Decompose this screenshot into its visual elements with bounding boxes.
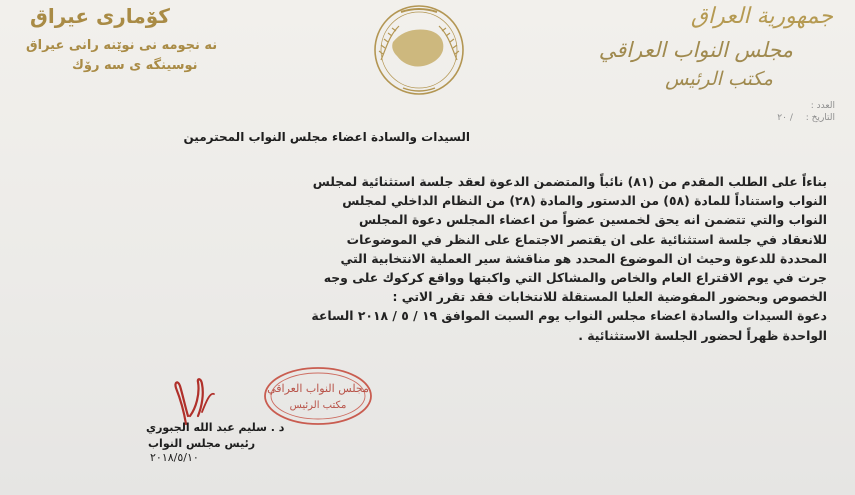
body-line: بناءاً على الطلب المقدم من (٨١) نائباً والمتضمن الدعوة لعقد جلسة استثنائية لمجلس: [312, 174, 827, 189]
header-arabic-office: مكتب الرئيس: [665, 68, 773, 90]
letter-date-value: / ٢٠: [777, 113, 793, 123]
parliament-emblem-icon: [353, 2, 485, 98]
stamp-line-1: مجلس النواب العراقي: [267, 382, 369, 395]
body-line: النواب والتي تتضمن انه يحق لخمسين عضواً من اعضاء المجلس دعوة المجلس: [358, 212, 827, 228]
body-line: دعوة السيدات والسادة اعضاء مجلس النواب يوم السبت الموافق ١٩ / ٥ / ٢٠١٨ الساعة: [311, 308, 827, 324]
header-kurdish-country: كۆمارى عيراق: [30, 4, 170, 28]
header-kurdish-council: نه نجومه نى نوێنه رانى عيراق: [26, 38, 218, 53]
letter-date-label: التاريخ :: [805, 113, 835, 123]
letter-body: [28, 172, 827, 345]
body-line: المحددة للدعوة وحيث ان الموضوع المحدد هو مناقشة سير العملية الانتخابية التي: [340, 250, 827, 266]
body-line: النواب واستناداً للمادة (٥٨) من الدستور والمادة (٢٨) من النظام الداخلي لمجلس: [342, 193, 827, 209]
body-line: الخصوص وبحضور المفوضية العليا المستقلة للانتخابات فقد تقرر الاتي :: [392, 289, 827, 305]
signatory-title: رئيس مجلس النواب: [148, 437, 256, 450]
office-stamp: [262, 365, 374, 427]
body-line: جرت في يوم الاقتراع العام والخاص والمشاكل التي واكبتها وواقع كركوك على وجه: [323, 270, 827, 286]
signatory-date: ٢٠١٨/٥/١٠: [150, 451, 199, 464]
letter-number-label: العدد :: [810, 101, 835, 111]
body-line: الواحدة ظهراً لحضور الجلسة الاستثنائية .: [578, 327, 827, 343]
stamp-line-2: مكتب الرئيس: [289, 400, 347, 411]
header-arabic-country: جمهورية العراق: [690, 4, 833, 29]
letter-date-field: [777, 113, 835, 123]
header-arabic-council: مجلس النواب العراقي: [598, 38, 793, 62]
signatory-name: د . سليم عبد الله الجبوري: [146, 421, 285, 434]
header-kurdish-office: نوسينگه ى سه رۆك: [72, 58, 198, 73]
salutation: السيدات والسادة اعضاء مجلس النواب المحترمين: [183, 130, 470, 144]
body-line: للانعقاد في جلسة استثنائية على ان يقتصر الاجتماع على النظر في الموضوعات: [346, 231, 827, 247]
